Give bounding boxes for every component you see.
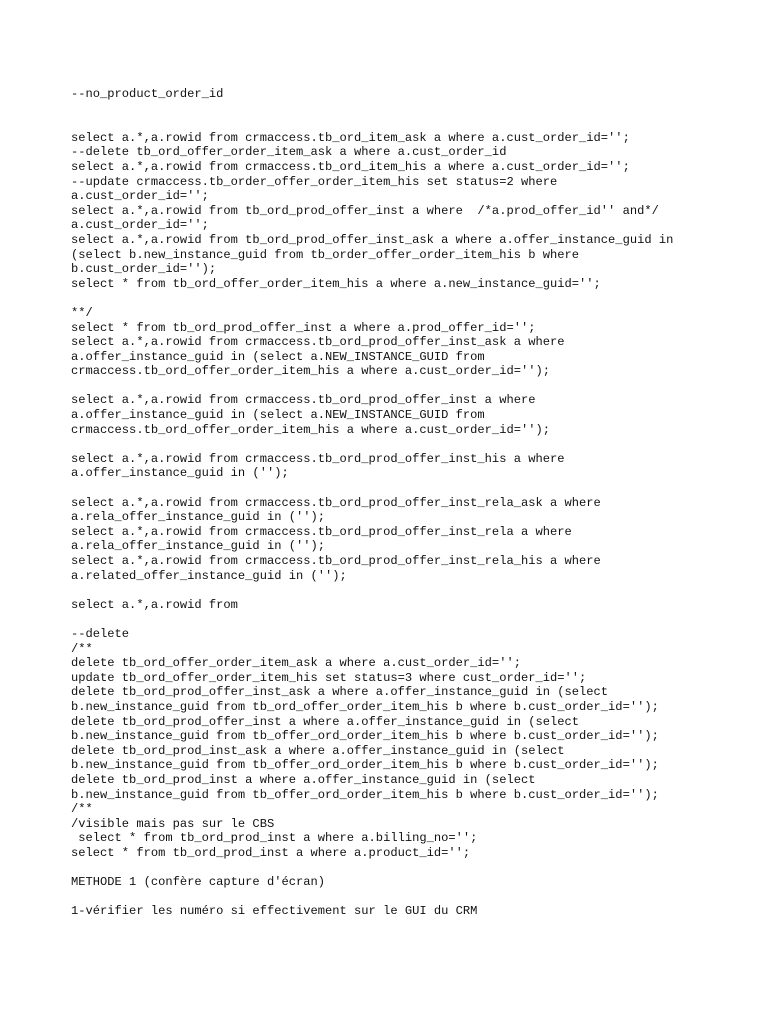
block-spacer — [71, 291, 761, 306]
text-line: (select b.new_instance_guid from tb_order_offer_order_item_his b where — [71, 247, 580, 262]
block-spacer — [71, 583, 761, 598]
text-line: a.offer_instance_guid in (select a.NEW_INSTANCE_GUID from — [71, 349, 485, 364]
text-line: b.new_instance_guid from tb_offer_ord_order_item_his b where b.cust_order_id=''); — [71, 758, 659, 773]
text-line: a.offer_instance_guid in (select a.NEW_INSTANCE_GUID from — [71, 408, 485, 423]
text-line: a.cust_order_id=''; — [71, 218, 209, 233]
text-line: --delete tb_ord_offer_order_item_ask a where a.cust_order_id — [71, 145, 507, 160]
text-line: delete tb_ord_prod_inst a where a.offer_instance_guid in (select — [71, 772, 536, 787]
text-line: crmaccess.tb_ord_offer_order_item_his a where a.cust_order_id=''); — [71, 364, 550, 379]
text-line: --no_product_order_id — [71, 87, 224, 101]
block-spacer — [71, 860, 761, 875]
text-line: select a.*,a.rowid from crmaccess.tb_ord_prod_offer_inst_ask a where — [71, 335, 565, 350]
text-block — [71, 87, 761, 102]
text-line: a.offer_instance_guid in (''); — [71, 466, 289, 481]
text-line: select a.*,a.rowid from crmaccess.tb_ord_prod_offer_inst_rela_his a where — [71, 554, 601, 568]
text-line: --update crmaccess.tb_order_offer_order_item_his set status=2 where — [71, 174, 558, 189]
text-line: select a.*,a.rowid from crmaccess.tb_ord_item_ask a where a.cust_order_id=''; — [71, 130, 630, 145]
block-spacer — [71, 437, 761, 452]
text-line: delete tb_ord_offer_order_item_ask a where a.cust_order_id=''; — [71, 656, 521, 671]
text-line: b.cust_order_id=''); — [71, 262, 217, 277]
text-line: select a.*,a.rowid from tb_ord_prod_offer_inst a where /*a.prod_offer_id'' and*/ — [71, 203, 659, 218]
text-line: b.new_instance_guid from tb_offer_ord_order_item_his b where b.cust_order_id=''); — [71, 787, 659, 802]
text-block — [71, 496, 761, 584]
text-line: 1-vérifier les numéro si effectivement sur le GUI du CRM — [71, 904, 478, 919]
text-line: delete tb_ord_prod_inst_ask a where a.offer_instance_guid in (select — [71, 743, 565, 758]
block-spacer — [71, 481, 761, 496]
text-line: select * from tb_ord_prod_inst a where a.billing_no=''; — [71, 831, 478, 846]
block-spacer — [71, 379, 761, 394]
text-line: crmaccess.tb_ord_offer_order_item_his a where a.cust_order_id=''); — [71, 422, 550, 437]
text-line: select * from tb_ord_offer_order_item_his a where a.new_instance_guid=''; — [71, 276, 601, 291]
text-line: /visible mais pas sur le CBS — [71, 816, 275, 831]
text-line: select a.*,a.rowid from crmaccess.tb_ord_prod_offer_inst_rela_ask a where — [71, 495, 601, 510]
text-line: delete tb_ord_prod_offer_inst a where a.offer_instance_guid in (select — [71, 714, 580, 729]
text-block — [71, 452, 761, 481]
text-line: select a.*,a.rowid from — [71, 597, 238, 612]
block-spacer — [71, 102, 761, 131]
text-line: /** — [71, 802, 93, 817]
text-line: select a.*,a.rowid from crmaccess.tb_ord_prod_offer_inst_rela a where — [71, 524, 572, 539]
block-spacer — [71, 612, 761, 627]
text-line: a.rela_offer_instance_guid in (''); — [71, 539, 326, 554]
document-page — [71, 87, 761, 919]
text-block — [71, 627, 761, 861]
text-line: a.cust_order_id=''; — [71, 189, 209, 204]
text-line: select * from tb_ord_prod_offer_inst a where a.prod_offer_id=''; — [71, 320, 536, 335]
text-line: METHODE 1 (confère capture d'écran) — [71, 875, 326, 890]
text-line: select * from tb_ord_prod_inst a where a.product_id=''; — [71, 845, 471, 860]
text-line: select a.*,a.rowid from tb_ord_prod_offer_inst_ask a where a.offer_instance_guid in — [71, 232, 674, 247]
text-block — [71, 306, 761, 379]
text-line: select a.*,a.rowid from crmaccess.tb_ord_item_his a where a.cust_order_id=''; — [71, 159, 630, 174]
text-line: a.rela_offer_instance_guid in (''); — [71, 510, 326, 525]
text-block — [71, 904, 761, 919]
text-line: b.new_instance_guid from tb_offer_ord_order_item_his b where b.cust_order_id=''); — [71, 729, 659, 744]
text-line: select a.*,a.rowid from crmaccess.tb_ord_prod_offer_inst_his a where — [71, 451, 565, 466]
block-spacer — [71, 890, 761, 905]
text-line: --delete — [71, 626, 130, 641]
text-block — [71, 598, 761, 613]
text-line: delete tb_ord_prod_offer_inst_ask a where a.offer_instance_guid in (select — [71, 685, 609, 700]
text-line: a.related_offer_instance_guid in (''); — [71, 568, 347, 583]
text-line: update tb_ord_offer_order_item_his set status=3 where cust_order_id=''; — [71, 670, 587, 685]
text-line: b.new_instance_guid from tb_ord_offer_order_item_his b where b.cust_order_id=''); — [71, 699, 659, 714]
text-line: select a.*,a.rowid from crmaccess.tb_ord_prod_offer_inst a where — [71, 393, 536, 408]
text-block — [71, 131, 761, 292]
text-block — [71, 393, 761, 437]
text-line: **/ — [71, 305, 93, 320]
text-line: /** — [71, 641, 93, 656]
text-block — [71, 875, 761, 890]
